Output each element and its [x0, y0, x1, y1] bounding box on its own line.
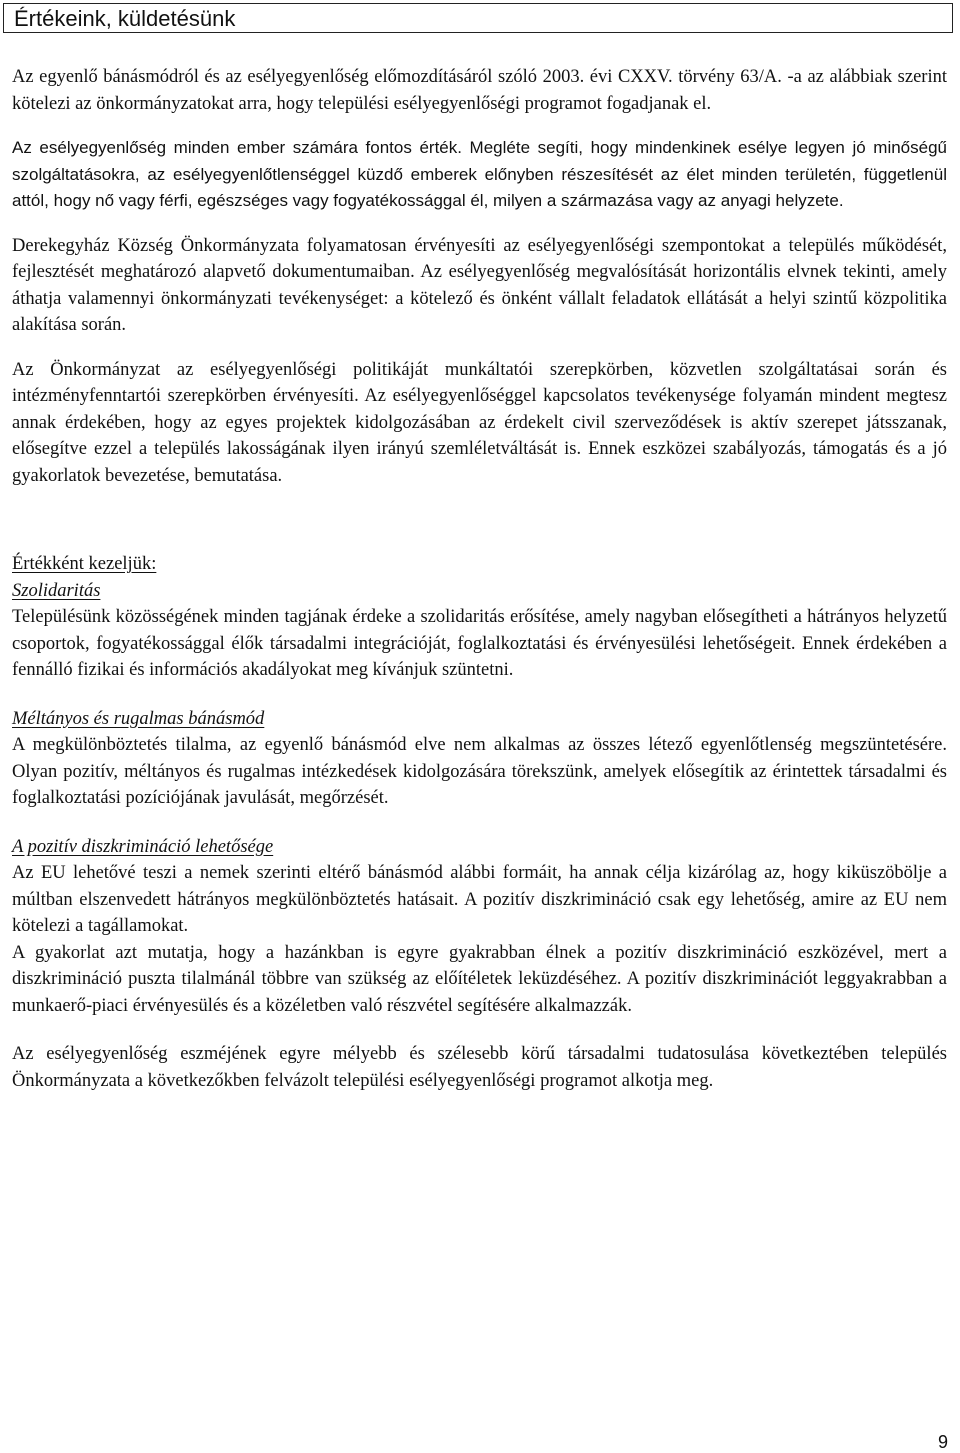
positive-discrimination-text-1: Az EU lehetővé teszi a nemek szerinti eltérő bánásmód alábbi formáit, ha annak célja kizárólag az, hogy kiküszöbölje a múltban elszenvedett hátrányos megkülönböztetés hatásait. A pozitív diszkrimináció csak egy lehetőség, amire az EU nem kötelezi a tagállamokat. — [12, 863, 947, 936]
paragraph-policy: Az Önkormányzat az esélyegyenlőségi politikáját munkáltatói szerepkörben, közvetlen szolgáltatásai során és intézményfenntartói szerepkörben érvényesíti. Az esélyegyenlőséggel kapcsolatos tevékenysége folyamán mindent megtesz annak érdekében, hogy az egyes projektek kidolgozásában az érdekelt civil szerveződések is aktív szerepet játsszanak, elősegítve ezzel a település lakosságának ilyen irányú szemléletváltását is. Ennek eszközei szabályozás, támogatás és a jó gyakorlatok bevezetése, bemutatása. — [12, 359, 947, 486]
fair-treatment-title: Méltányos és rugalmas bánásmód — [12, 708, 265, 729]
solidarity-title: Szolidaritás — [12, 580, 101, 601]
section-title: Értékeink, küldetésünk — [3, 3, 953, 33]
positive-discrimination-text-2: A gyakorlat azt mutatja, hogy a hazánkban is egyre gyakrabban élnek a pozitív diszkrimináció eszközével, mert a diszkrimináció puszta tilalmánál többre van szükség az előítéletek leküzdéséhez. A pozitív diszkriminációt leggyakrabban a munkaerő-piaci érvényesülés és a közéletben való részvétel segítésére alkalmazzák. — [12, 942, 947, 1016]
values-heading: Értékként kezeljük: — [12, 554, 157, 574]
closing-paragraph: Az esélyegyenlőség eszméjének egyre mélyebb és szélesebb körű társadalmi tudatosulása következtében település Önkormányzata a következőkben felvázolt települési esélyegyenlőségi programot alkotja meg. — [12, 1044, 947, 1091]
solidarity-text: Településünk közösségének minden tagjának érdeke a szolidaritás erősítése, amely nagyban elősegítheti a hátrányos helyzetű csoportok, fogyatékossággal élők társadalmi integrációját, foglalkoztatási és érvényesülési lehetőségeit. Ennek érdekében a fennálló fizikai és információs akadályokat meg kívánjuk szüntetni. — [12, 607, 947, 680]
document-body — [12, 64, 947, 1094]
intro-paragraph-equality: Az esélyegyenlőség minden ember számára fontos érték. Megléte segíti, hogy mindenkinek esélye legyen jó minőségű szolgáltatásokra, az esélyegyenlőtlenséggel küzdő emberek előnyben részesítését az élet minden területén, függetlenül attól, hogy nő vagy férfi, egészséges vagy fogyatékossággal él, milyen a származása vagy az anyagi helyzete. — [12, 138, 947, 210]
intro-paragraph-law: Az egyenlő bánásmódról és az esélyegyenlőség előmozdításáról szóló 2003. évi CXXV. törvény 63/A. -a az alábbiak szerint kötelezi az önkormányzatokat arra, hogy települési esélyegyenlőségi programot fogadjanak el. — [12, 67, 947, 114]
fair-treatment-text: A megkülönböztetés tilalma, az egyenlő bánásmód elve nem alkalmas az összes létező egyenlőtlenség megszüntetésére. Olyan pozitív, méltányos és rugalmas intézkedések kidolgozására törekszünk, amelyek elősegítik az érintettek társadalmi és foglalkoztatási pozíciójának javulását, megőrzését. — [12, 735, 947, 808]
positive-discrimination-title: A pozitív diszkrimináció lehetősége — [12, 836, 274, 857]
paragraph-municipality: Derekegyház Község Önkormányzata folyamatosan érvényesíti az esélyegyenlőségi szempontokat a település működését, fejlesztését meghatározó alapvető dokumentumaiban. Az esélyegyenlőség megvalósítását horizontális elvnek tekinti, amely áthatja valamennyi önkormányzati tevékenységet: a kötelező és önként vállalt feladatok ellátását a helyi szintű közpolitika alakítása során. — [12, 235, 947, 335]
page-number: 9 — [937, 1432, 948, 1452]
